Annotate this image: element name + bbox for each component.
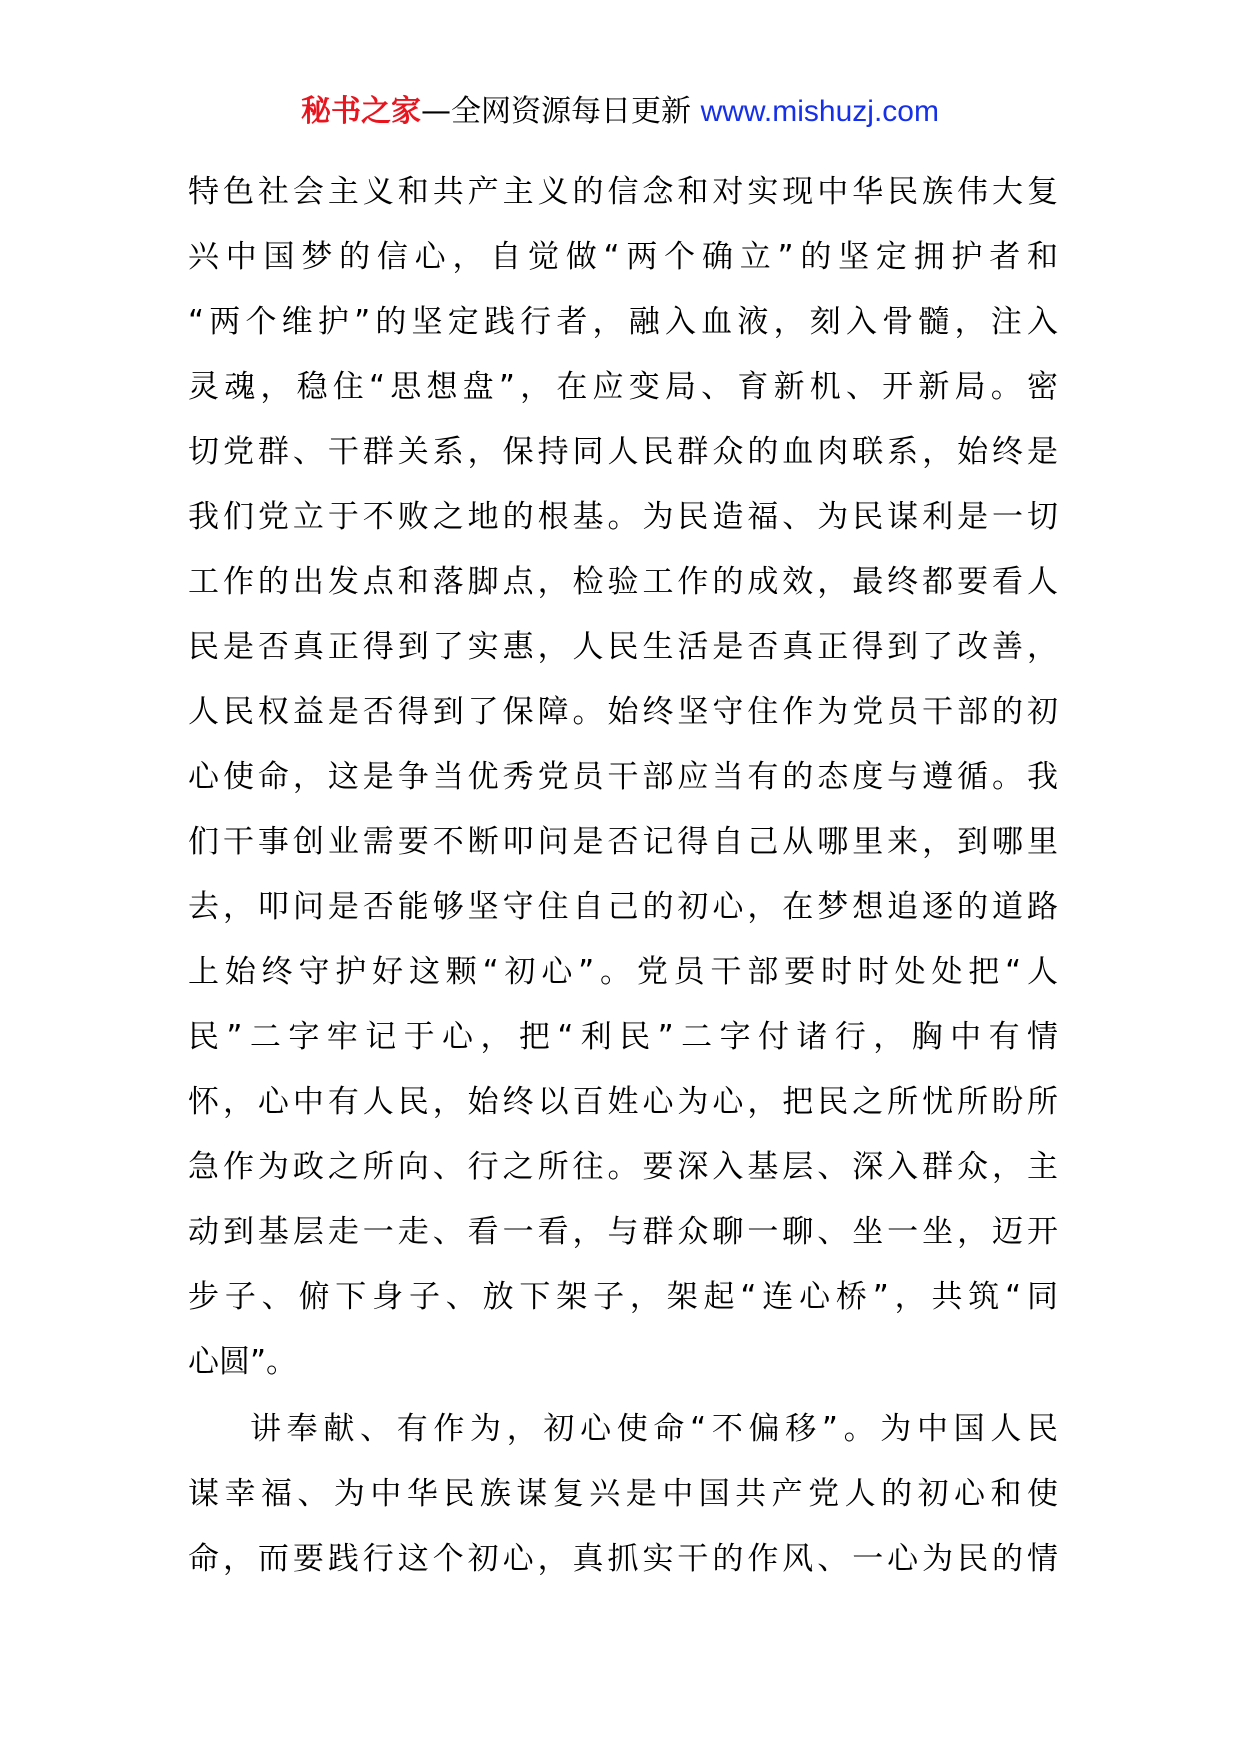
text-line: 命，而要践行这个初心，真抓实干的作风、一心为民的情 (188, 1541, 1058, 1577)
text-line: 心使命，这是争当优秀党员干部应当有的态度与遵循。我 (188, 759, 1058, 795)
header-tagline: —全网资源每日更新 (421, 94, 701, 129)
text-line: 们干事创业需要不断叩问是否记得自己从哪里来，到哪里 (188, 824, 1058, 860)
text-line: 民是否真正得到了实惠，人民生活是否真正得到了改善， (188, 629, 1058, 665)
brand-name: 秘书之家 (301, 94, 422, 129)
text-line: 去，叩问是否能够坚守住自己的初心，在梦想追逐的道路 (188, 889, 1058, 925)
text-line: 人民权益是否得到了保障。始终坚守住作为党员干部的初 (188, 694, 1058, 730)
text-line: 灵魂，稳住“思想盘”，在应变局、育新机、开新局。密 (188, 369, 1058, 405)
text-line: 兴中国梦的信心，自觉做“两个确立”的坚定拥护者和 (188, 239, 1058, 275)
text-line: 怀，心中有人民，始终以百姓心为心，把民之所忧所盼所 (188, 1084, 1058, 1120)
text-line: 讲奉献、有作为，初心使命“不偏移”。为中国人民 (250, 1411, 1058, 1447)
text-line: 我们党立于不败之地的根基。为民造福、为民谋利是一切 (188, 499, 1058, 535)
text-line: 民”二字牢记于心，把“利民”二字付诸行，胸中有情 (188, 1019, 1058, 1055)
text-line: 心圆”。 (188, 1344, 298, 1380)
paragraph (188, 160, 1058, 1395)
text-line: 动到基层走一走、看一看，与群众聊一聊、坐一坐，迈开 (188, 1214, 1058, 1250)
text-line: “两个维护”的坚定践行者，融入血液，刻入骨髓，注入 (188, 304, 1058, 340)
page-header (0, 92, 1240, 132)
site-url-link[interactable]: www.mishuzj.com (700, 95, 939, 128)
document-body (188, 160, 1058, 1592)
text-line: 谋幸福、为中华民族谋复兴是中国共产党人的初心和使 (188, 1476, 1058, 1512)
text-line: 步子、俯下身子、放下架子，架起“连心桥”，共筑“同 (188, 1279, 1058, 1315)
text-line: 特色社会主义和共产主义的信念和对实现中华民族伟大复 (188, 174, 1058, 210)
text-line: 上始终守护好这颗“初心”。党员干部要时时处处把“人 (188, 954, 1058, 990)
text-line: 急作为政之所向、行之所往。要深入基层、深入群众，主 (188, 1149, 1058, 1185)
text-line: 切党群、干群关系，保持同人民群众的血肉联系，始终是 (188, 434, 1058, 470)
paragraph (188, 1397, 1058, 1592)
text-line: 工作的出发点和落脚点，检验工作的成效，最终都要看人 (188, 564, 1058, 600)
